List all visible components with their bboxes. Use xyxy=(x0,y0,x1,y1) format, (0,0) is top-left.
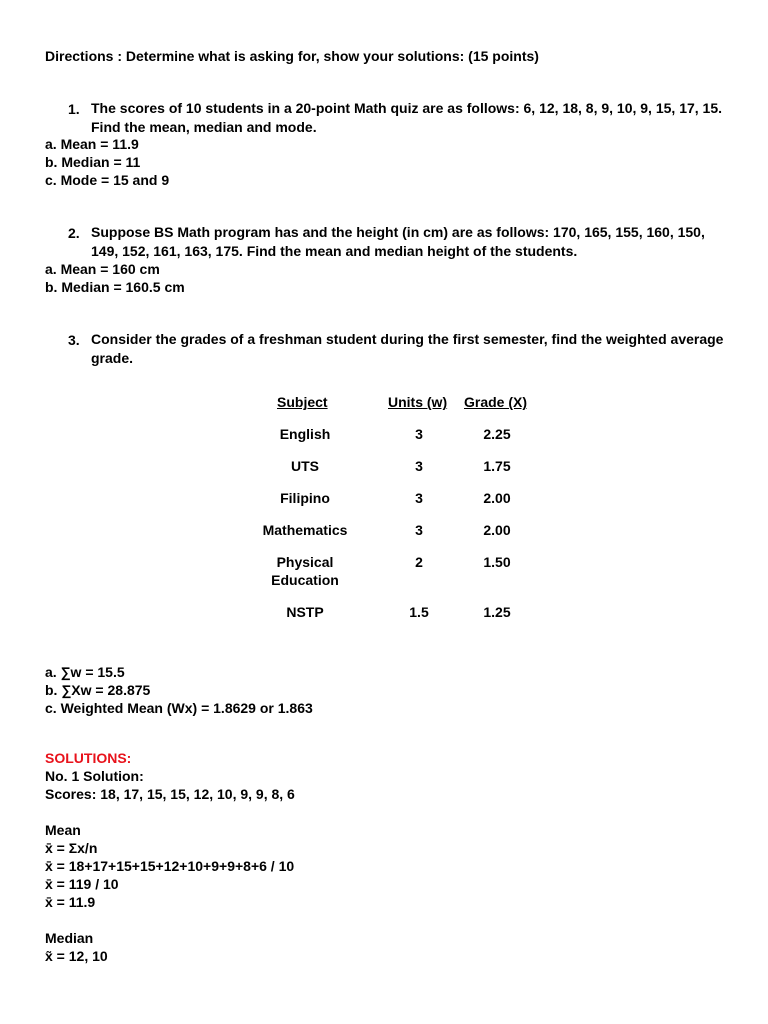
table-cell-grade: 2.00 xyxy=(483,490,511,506)
problem-1-answer-a: a. Mean = 11.9 xyxy=(45,136,139,152)
table-cell-subject: UTS xyxy=(291,458,319,474)
table-cell-subject: Mathematics xyxy=(262,522,348,538)
median-label: Median xyxy=(45,930,94,946)
table-cell-units: 3 xyxy=(415,458,423,474)
table-cell-grade: 1.25 xyxy=(483,604,511,620)
problem-1-answer-b: b. Median = 11 xyxy=(45,154,141,170)
problem-3-answer-b: b. ∑Xw = 28.875 xyxy=(45,682,151,698)
mean-label: Mean xyxy=(45,822,81,838)
table-cell-grade: 1.75 xyxy=(483,458,511,474)
mean-formula-line: x̄ = 11.9 xyxy=(45,894,96,910)
problem-2-answer-a: a. Mean = 160 cm xyxy=(45,261,160,277)
solutions-heading: SOLUTIONS: xyxy=(45,750,132,766)
sorted-scores: Scores: 18, 17, 15, 15, 12, 10, 9, 9, 8, 6 xyxy=(45,786,295,802)
table-cell-subject: Filipino xyxy=(280,490,330,506)
problem-2-answer-b: b. Median = 160.5 cm xyxy=(45,279,185,295)
table-cell-units: 1.5 xyxy=(409,604,429,620)
problem-3-answer-a: a. ∑w = 15.5 xyxy=(45,664,125,680)
table-cell-grade: 2.00 xyxy=(483,522,511,538)
mean-formula-line: x̄ = Σx/n xyxy=(45,840,98,856)
directions-text: Directions : Determine what is asking for, show your solutions: (15 points) xyxy=(45,48,539,64)
table-cell-units: 3 xyxy=(415,490,423,506)
table-header-units: Units (w) xyxy=(388,394,448,410)
median-formula-line: x̃ = 12, 10 xyxy=(45,948,108,964)
problem-3-answer-c: c. Weighted Mean (Wx) = 1.8629 or 1.863 xyxy=(45,700,313,716)
problem-3-number: 3. xyxy=(68,332,80,348)
table-header-subject: Subject xyxy=(277,394,328,410)
problem-2-number: 2. xyxy=(68,225,80,241)
table-cell-grade: 1.50 xyxy=(483,554,511,570)
table-header-grade: Grade (X) xyxy=(464,394,528,410)
table-cell-subject: NSTP xyxy=(286,604,324,620)
mean-formula-line: x̄ = 119 / 10 xyxy=(45,876,119,892)
table-cell-units: 3 xyxy=(415,426,423,442)
no1-solution-title: No. 1 Solution: xyxy=(45,768,144,784)
table-cell-units: 3 xyxy=(415,522,423,538)
problem-1-number: 1. xyxy=(68,101,80,117)
table-cell-subject: English xyxy=(279,426,331,442)
problem-1-text: The scores of 10 students in a 20-point Math quiz are as follows: 6, 12, 18, 8, 9, 10, 9, 15, 17, 15. Find the mean, median and mode. xyxy=(91,100,723,135)
problem-3-text: Consider the grades of a freshman student during the first semester, find the weighted average grade. xyxy=(91,331,724,366)
problem-2-text: Suppose BS Math program has and the height (in cm) are as follows: 170, 165, 155, 160, 150, 149, 152, 161, 163, 175. Find the mean and median height of the students. xyxy=(91,224,705,259)
table-cell-grade: 2.25 xyxy=(483,426,511,442)
table-cell-subject: Physical Education xyxy=(271,554,339,588)
problem-1-answer-c: c. Mode = 15 and 9 xyxy=(45,172,170,188)
table-cell-units: 2 xyxy=(415,554,423,570)
mean-formula-line: x̄ = 18+17+15+15+12+10+9+9+8+6 / 10 xyxy=(45,858,295,874)
